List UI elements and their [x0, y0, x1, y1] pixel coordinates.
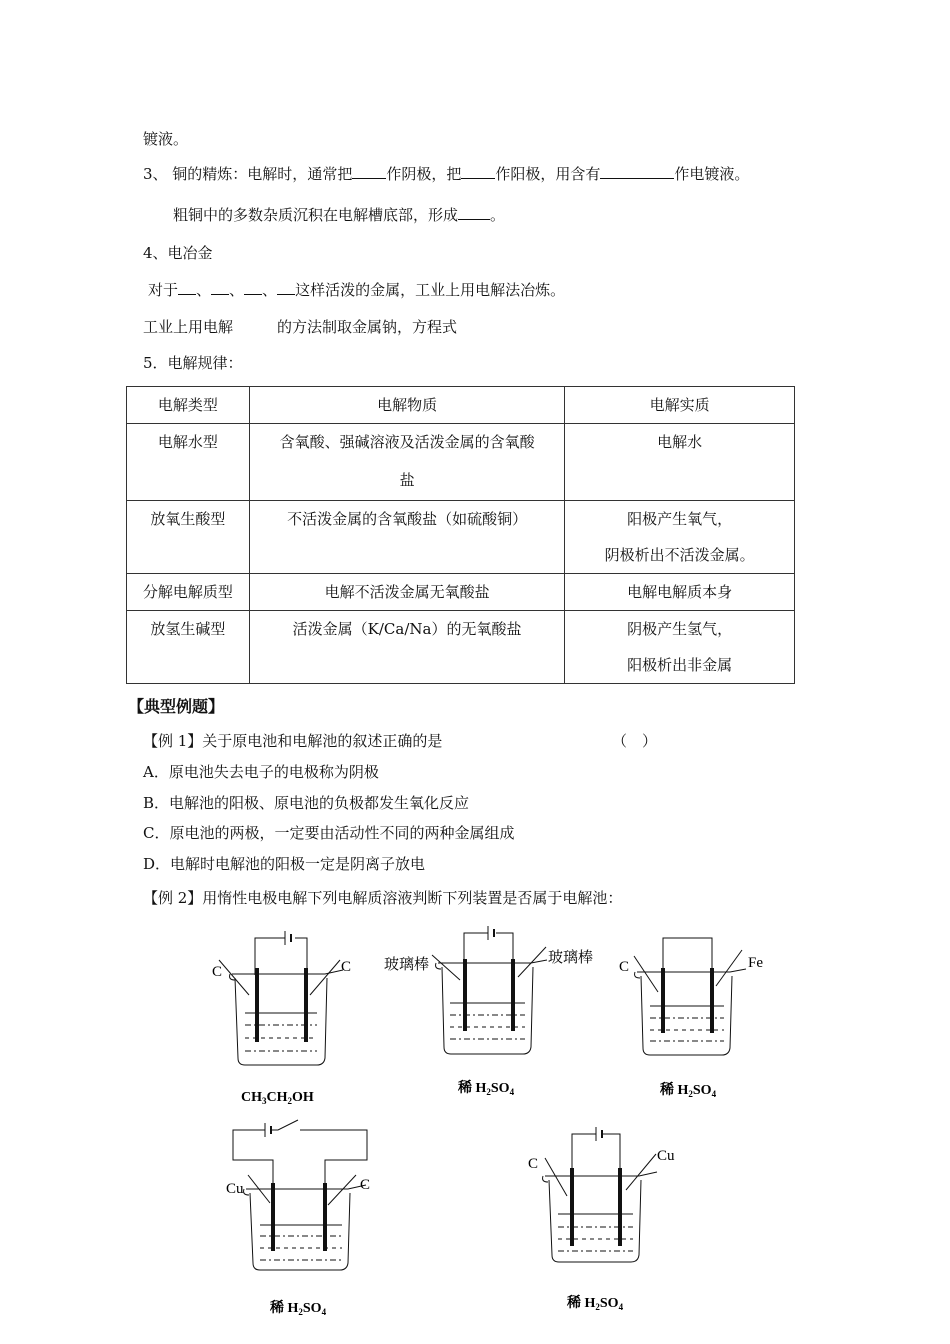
cell-diagram-2 [380, 915, 610, 1100]
circuit-wire [255, 938, 307, 975]
refining-text-b: 作阴极，把 [386, 165, 462, 183]
cell-diagram-3 [612, 930, 787, 1105]
refining2-text-a: 粗铜中的多数杂质沉积在电解槽底部，形成 [173, 206, 459, 224]
electrode-right [618, 1168, 622, 1246]
metallurgy-text-b: 这样活泼的金属，工业上用电解法冶炼。 [295, 281, 566, 299]
electrode-right [304, 968, 308, 1042]
blank-cathode[interactable] [352, 164, 386, 179]
refining-text-d: 作电镀液。 [674, 165, 750, 183]
type-cell: 分解电解质型 [127, 574, 250, 611]
option-b[interactable]: B．电解池的阳极、原电池的负极都发生氧化反应 [143, 794, 470, 812]
option-a[interactable]: A．原电池失去电子的电极称为阴极 [143, 763, 379, 781]
essence-line-1: 阴极产生氢气， [627, 620, 733, 638]
refining2-text-b: 。 [490, 206, 506, 224]
essence-line-2: 阴极析出不活泼金属。 [604, 546, 755, 564]
typical-examples-heading: 【典型例题】 [128, 697, 225, 716]
refining-sludge-line [173, 204, 505, 225]
electrode-label-right: C [341, 959, 352, 975]
essence-cell [565, 501, 795, 574]
electrode-label-right: 玻璃棒 [548, 950, 594, 966]
blank-metal-4[interactable] [277, 280, 295, 295]
electrode-label-left: Cu [226, 1181, 244, 1197]
beaker-rim [246, 1185, 366, 1189]
cell-diagram-4 [220, 1115, 390, 1325]
essence-line-1: 阳极产生氧气， [627, 510, 733, 528]
separator-2: 、 [229, 281, 245, 299]
refining-text-a: 3、 铜的精炼：电解时，通常把 [143, 165, 353, 183]
rules-title: 5．电解规律： [143, 354, 243, 372]
table-row [127, 501, 795, 574]
electrode-label-right: Cu [657, 1148, 675, 1164]
type-cell: 电解水型 [127, 424, 250, 501]
beaker-outline [442, 967, 533, 1054]
cell-diagram-1 [205, 920, 365, 1110]
header-cell: 电解物质 [249, 387, 565, 424]
substance-line-1: 含氧酸、强碱溶液及活泼金属的含氧酸 [279, 433, 535, 451]
caption: 稀 $H_2SO_4$ [458, 1081, 515, 1097]
table-row [127, 611, 795, 684]
substance-cell: 电解不活泼金属无氧酸盐 [249, 574, 565, 611]
option-c[interactable]: C．原电池的两极，一定要由活动性不同的两种金属组成 [143, 824, 515, 842]
substance-cell: 活泼金属（K/Ca/Na）的无氧酸盐 [249, 611, 565, 684]
electrode-label-right: C [360, 1177, 371, 1193]
blank-metal-2[interactable] [211, 280, 229, 295]
circuit-wire [663, 938, 712, 974]
electrode-label-left: 玻璃棒 [384, 957, 430, 973]
blank-anode-mud[interactable] [458, 205, 490, 220]
continuation-line: 镀液。 [143, 130, 189, 148]
caption: $CH_3CH_2OH$ [241, 1090, 314, 1106]
sodium-line [143, 316, 457, 337]
electrolysis-rules-table [126, 386, 795, 684]
cell-diagram-5 [520, 1118, 695, 1313]
blank-electrolyte[interactable] [600, 164, 674, 179]
option-d[interactable]: D．电解时电解池的阳极一定是阴离子放电 [143, 855, 426, 873]
active-metals-line [148, 279, 565, 300]
electrode-left [570, 1168, 574, 1246]
answer-bracket[interactable]: （ ） [612, 732, 658, 750]
electrode-right [323, 1183, 327, 1251]
substance-cell: 不活泼金属的含氧酸盐（如硫酸铜） [249, 501, 565, 574]
table-header-row [127, 387, 795, 424]
electrode-left [463, 959, 467, 1031]
electrode-left [255, 968, 259, 1042]
table-row [127, 424, 795, 501]
essence-line-2: 阳极析出非金属 [627, 656, 733, 674]
metallurgy-text-a: 对于 [148, 281, 179, 299]
caption: 稀 $H_2SO_4$ [270, 1301, 327, 1317]
example-2-question: 【例 2】用惰性电极电解下列电解质溶液判断下列装置是否属于电解池： [143, 889, 623, 907]
sodium-text-a: 工业上用电解 [143, 318, 234, 336]
header-cell: 电解实质 [565, 387, 795, 424]
caption: 稀 $H_2SO_4$ [567, 1296, 624, 1312]
type-cell: 放氢生碱型 [127, 611, 250, 684]
essence-cell [565, 611, 795, 684]
electrode-left [661, 968, 665, 1033]
circuit-wire-with-switch [233, 1120, 367, 1191]
refining-text-c: 作阳极，用含有 [495, 165, 601, 183]
beaker-rim [438, 960, 547, 963]
blank-metal-1[interactable] [178, 280, 196, 295]
essence-cell: 电解电解质本身 [565, 574, 795, 611]
copper-refining-line [143, 163, 749, 184]
header-cell: 电解类型 [127, 387, 250, 424]
blank-anode[interactable] [461, 164, 495, 179]
beaker-rim [232, 970, 343, 974]
essence-cell: 电解水 [565, 424, 795, 501]
table-row [127, 574, 795, 611]
metallurgy-title: 4、电冶金 [143, 244, 213, 262]
electrode-right [511, 959, 515, 1031]
substance-line-2: 盐 [399, 471, 415, 489]
caption: 稀 $H_2SO_4$ [660, 1083, 717, 1099]
electrode-label-right: Fe [748, 955, 763, 971]
sodium-text-b: 的方法制取金属钠，方程式 [277, 318, 458, 336]
beaker-outline [250, 1193, 350, 1270]
electrode-label-left: C [212, 964, 223, 980]
beaker-outline [549, 1180, 641, 1262]
electrode-label-left: C [619, 959, 630, 975]
separator-3: 、 [262, 281, 278, 299]
separator-1: 、 [196, 281, 212, 299]
substance-cell [249, 424, 565, 501]
type-cell: 放氧生酸型 [127, 501, 250, 574]
beaker-rim [637, 969, 746, 972]
electrode-label-left: C [528, 1156, 539, 1172]
electrode-left [271, 1183, 275, 1251]
electrode-right [710, 968, 714, 1033]
example-1-question: 【例 1】关于原电池和电解池的叙述正确的是 [143, 732, 443, 750]
blank-metal-3[interactable] [244, 280, 262, 295]
